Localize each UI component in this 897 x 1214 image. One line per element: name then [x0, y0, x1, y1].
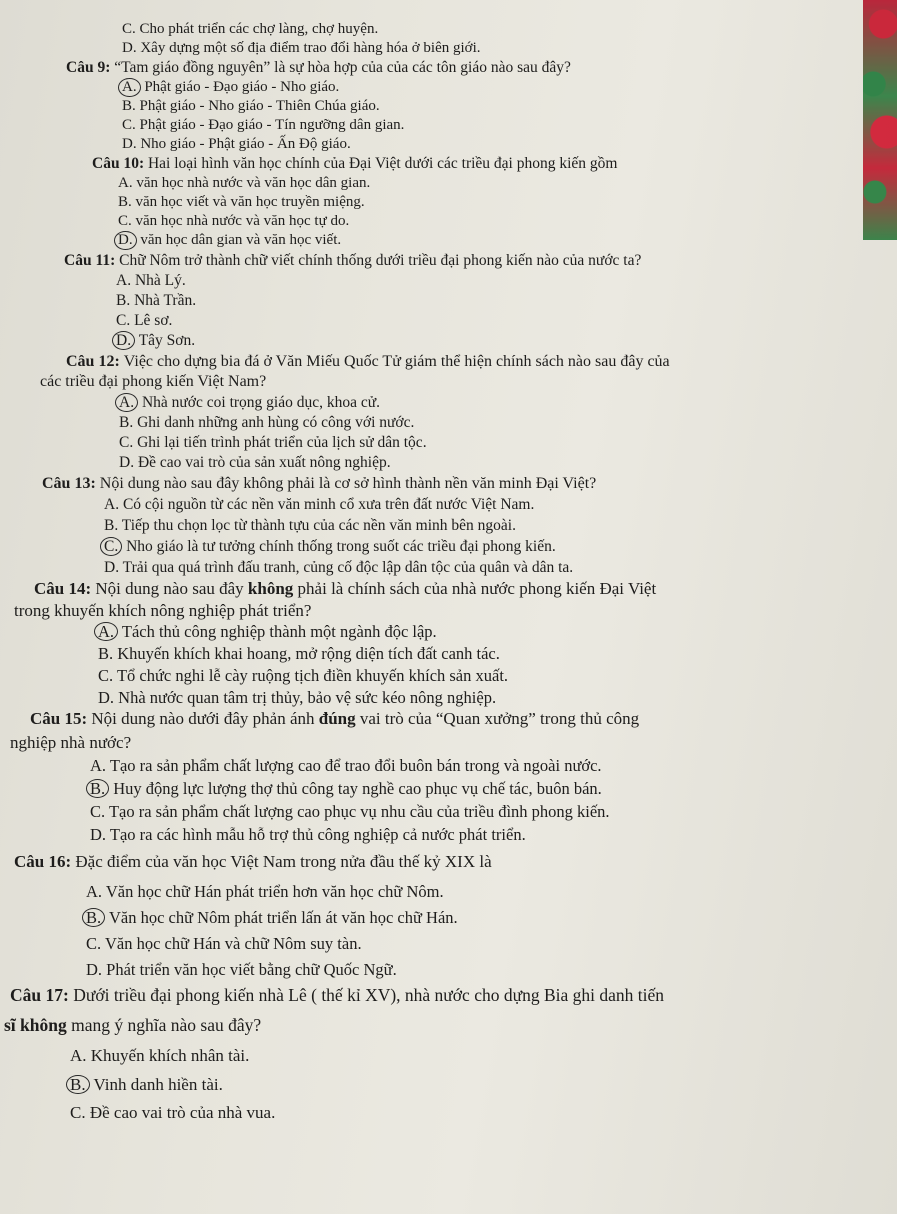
circled-answer-letter: B. [82, 908, 105, 927]
line-text: C. văn học nhà nước và văn học tự do. [118, 213, 350, 229]
line-text: Tách thủ công nghiệp thành một ngành độc lập. [121, 622, 437, 641]
question-label: Câu 9: [66, 59, 115, 76]
question-label: Câu 12: [66, 353, 124, 370]
emphasis-word: không [247, 579, 294, 598]
line-text: D. Đề cao vai trò của sản xuất nông nghiệp. [119, 454, 391, 471]
question-line [30, 709, 639, 729]
line-text-rest: phải là chính sách của nhà nước phong kiến Đại Việt [297, 579, 657, 598]
line-text: A. Có cội nguồn từ các nền văn minh cổ xưa trên đất nước Việt Nam. [104, 496, 535, 513]
line-text: B. Ghi danh những anh hùng có công với nước. [119, 414, 415, 431]
question-line [14, 601, 311, 621]
question-line [34, 579, 656, 599]
question-line [66, 352, 670, 372]
line-text: C. Phật giáo - Đạo giáo - Tín ngưỡng dân gian. [122, 117, 405, 133]
circled-answer-letter: D. [112, 331, 135, 350]
line-text: D. Trải qua quá trình đấu tranh, củng cố độc lập dân tộc của quân và dân ta. [104, 559, 574, 576]
question-line [10, 985, 664, 1005]
answer-option [122, 97, 380, 116]
line-text: Việc cho dựng bia đá ở Văn Miếu Quốc Tử giám thể hiện chính sách nào sau đây của [123, 353, 670, 370]
answer-option [122, 135, 351, 154]
answer-option [119, 413, 414, 432]
question-label: Câu 17: [10, 985, 74, 1005]
page-edge-decoration [863, 0, 897, 240]
line-text: B. Tiếp thu chọn lọc từ thành tựu của các nền văn minh bên ngoài. [104, 517, 516, 534]
question-line [10, 733, 131, 753]
answer-option [118, 193, 365, 212]
line-text: C. Văn học chữ Hán và chữ Nôm suy tàn. [86, 934, 362, 953]
line-text: nghiệp nhà nước? [10, 733, 132, 752]
answer-option [90, 756, 602, 775]
line-text: Nhà nước coi trọng giáo dục, khoa cử. [141, 394, 381, 411]
answer-option [119, 433, 427, 452]
question-label: Câu 14: [34, 579, 96, 598]
question-line [14, 852, 492, 872]
answer-option [118, 212, 349, 231]
line-text: Hai loại hình văn học chính của Đại Việt dưới các triều đại phong kiến gồm [147, 155, 618, 172]
answer-option [90, 779, 602, 798]
answer-option [86, 960, 397, 979]
answer-option [98, 644, 500, 663]
question-line [4, 1015, 261, 1035]
answer-option [98, 666, 508, 685]
answer-option [116, 311, 172, 330]
question-label: sĩ không [4, 1015, 72, 1035]
answer-option [70, 1046, 249, 1065]
question-line [64, 251, 641, 271]
question-label: Câu 16: [14, 852, 76, 871]
answer-option [118, 231, 341, 250]
line-text: D. Phát triển văn học viết bằng chữ Quốc Ngữ. [86, 960, 397, 979]
line-text: B. Khuyến khích khai hoang, mở rộng diện tích đất canh tác. [98, 644, 500, 663]
line-text: Nội dung nào sau đây [95, 579, 244, 598]
circled-answer-letter: B. [86, 779, 109, 798]
line-text: văn học dân gian và văn học viết. [140, 232, 342, 248]
answer-option [122, 39, 481, 58]
line-text: Nho giáo là tư tưởng chính thống trong suốt các triều đại phong kiến. [126, 538, 556, 555]
line-text: D. Nhà nước quan tâm trị thủy, bảo vệ sức kéo nông nghiệp. [98, 688, 497, 707]
answer-option [70, 1103, 275, 1122]
question-label: Câu 11: [64, 252, 120, 269]
answer-option [90, 825, 526, 844]
line-text: Đặc điểm của văn học Việt Nam trong nửa đầu thế kỷ XIX là [75, 852, 492, 871]
line-text: A. Khuyến khích nhân tài. [70, 1046, 250, 1065]
answer-option [104, 516, 516, 535]
answer-option [86, 934, 362, 953]
line-text: C. Tạo ra sản phẩm chất lượng cao phục vụ nhu cầu của triều đình phong kiến. [90, 802, 610, 821]
emphasis-word: đúng [318, 709, 356, 728]
question-line [66, 58, 571, 78]
answer-option [98, 622, 437, 641]
line-text: “Tam giáo đồng nguyên” là sự hòa hợp của của các tôn giáo nào sau đây? [114, 59, 571, 76]
answer-option [116, 291, 196, 310]
line-text: D. Tạo ra các hình mẫu hỗ trợ thủ công nghiệp cả nước phát triển. [90, 825, 526, 844]
circled-answer-letter: A. [115, 393, 138, 412]
question-label: Câu 10: [92, 155, 148, 172]
line-text: D. Xây dựng một số địa điểm trao đổi hàng hóa ở biên giới. [122, 40, 481, 56]
answer-option [70, 1075, 223, 1094]
answer-option [86, 882, 444, 901]
answer-option [104, 495, 534, 514]
line-text: C. Ghi lại tiến trình phát triển của lịch sử dân tộc. [119, 434, 427, 451]
line-text: mang ý nghĩa nào sau đây? [71, 1015, 262, 1035]
answer-option [104, 558, 573, 577]
line-text: Vinh danh hiền tài. [93, 1075, 223, 1094]
line-text: A. Tạo ra sản phẩm chất lượng cao để trao đổi buôn bán trong và ngoài nước. [90, 756, 602, 775]
line-text: trong khuyến khích nông nghiệp phát triển? [14, 601, 312, 620]
answer-option [122, 78, 339, 97]
line-text: D. Nho giáo - Phật giáo - Ấn Độ giáo. [122, 136, 351, 152]
circled-answer-letter: D. [114, 231, 137, 250]
circled-answer-letter: C. [100, 537, 122, 556]
answer-option [90, 802, 610, 821]
answer-option [98, 688, 496, 707]
line-text: Chữ Nôm trở thành chữ viết chính thống dưới triều đại phong kiến nào của nước ta? [119, 252, 642, 269]
line-text: Tây Sơn. [138, 332, 196, 349]
answer-option [122, 20, 378, 39]
line-text: C. Lê sơ. [116, 312, 173, 329]
line-text: B. văn học viết và văn học truyền miệng. [118, 194, 365, 210]
line-text: Nội dung nào dưới đây phản ánh [91, 709, 315, 728]
line-text: B. Nhà Trần. [116, 292, 197, 309]
line-text: C. Cho phát triển các chợ làng, chợ huyện. [122, 21, 379, 37]
line-text: B. Phật giáo - Nho giáo - Thiên Chúa giáo. [122, 98, 380, 114]
line-text: Nội dung nào sau đây không phải là cơ sở hình thành nền văn minh Đại Việt? [99, 475, 597, 492]
line-text: Dưới triều đại phong kiến nhà Lê ( thế kỉ XV), nhà nước cho dựng Bia ghi danh tiến [73, 985, 664, 1005]
answer-option [118, 174, 370, 193]
circled-answer-letter: A. [118, 78, 141, 97]
circled-answer-letter: A. [94, 622, 118, 641]
question-label: Câu 15: [30, 709, 92, 728]
answer-option [116, 331, 195, 350]
question-line [40, 372, 266, 392]
line-text: Phật giáo - Đạo giáo - Nho giáo. [144, 79, 340, 95]
line-text-rest: vai trò của “Quan xưởng” trong thủ công [359, 709, 640, 728]
answer-option [86, 908, 458, 927]
line-text: các triều đại phong kiến Việt Nam? [40, 373, 267, 390]
question-line [42, 474, 596, 494]
answer-option [122, 116, 404, 135]
question-label: Câu 13: [42, 475, 100, 492]
line-text: C. Tổ chức nghi lễ cày ruộng tịch điền khuyến khích sản xuất. [98, 666, 509, 685]
line-text: C. Đề cao vai trò của nhà vua. [70, 1103, 276, 1122]
answer-option [116, 271, 186, 290]
answer-option [119, 393, 380, 412]
line-text: Huy động lực lượng thợ thủ công tay nghề cao phục vụ chế tác, buôn bán. [113, 779, 602, 798]
answer-option [104, 537, 556, 556]
line-text: A. văn học nhà nước và văn học dân gian. [118, 175, 371, 191]
line-text: A. Nhà Lý. [116, 272, 186, 289]
line-text: A. Văn học chữ Hán phát triển hơn văn học chữ Nôm. [86, 882, 444, 901]
line-text: Văn học chữ Nôm phát triển lấn át văn học chữ Hán. [108, 908, 458, 927]
question-line [92, 154, 617, 174]
answer-option [119, 453, 391, 472]
circled-answer-letter: B. [66, 1075, 90, 1094]
